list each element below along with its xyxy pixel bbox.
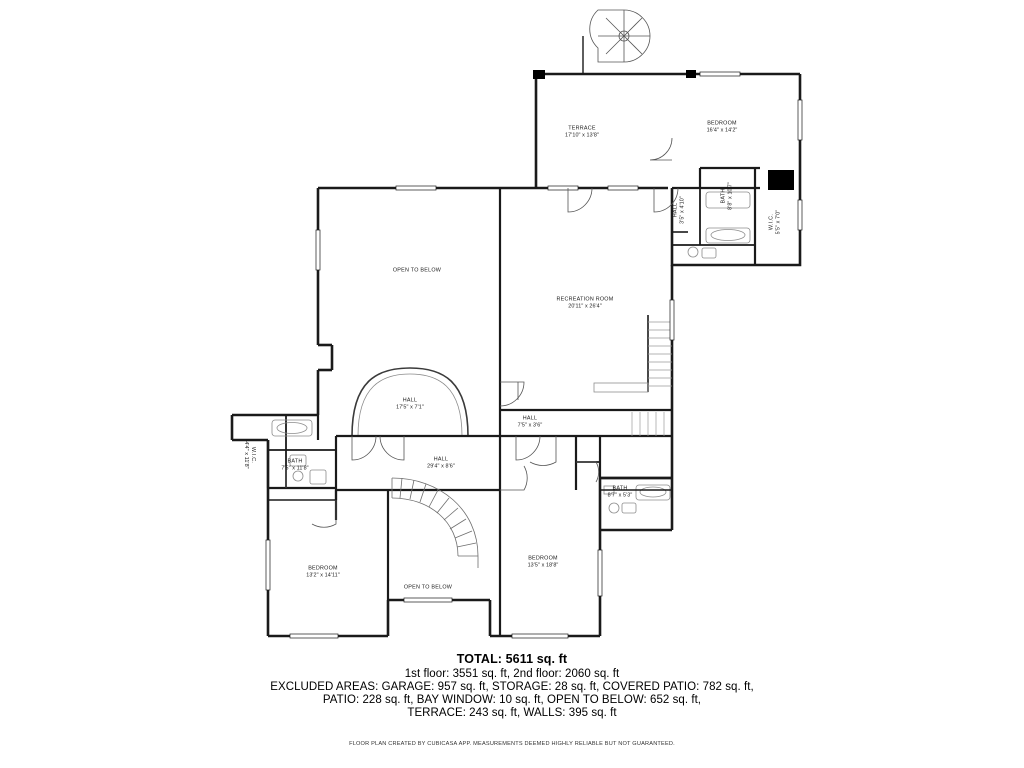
bathroom-fixtures-se: [604, 485, 670, 513]
room-dimensions: 20'11" x 26'4": [568, 303, 602, 309]
room-name: OPEN TO BELOW: [392, 267, 442, 274]
curved-staircase: [392, 478, 478, 568]
room-dimensions: 13'5" x 18'8": [527, 562, 559, 568]
room-name: HALL: [522, 415, 538, 422]
spiral-staircase-icon: [590, 10, 650, 62]
excluded-areas-line-3: TERRACE: 243 sq. ft, WALLS: 395 sq. ft: [407, 707, 617, 719]
room-name: BEDROOM: [707, 120, 737, 127]
room-name: BATH: [612, 485, 628, 492]
stair-treads-recreation: [648, 322, 672, 386]
room-name: BATH: [287, 458, 303, 465]
room-name: TERRACE: [568, 125, 596, 132]
room-name: HALL: [672, 202, 679, 218]
room-name: W.I.C.: [768, 213, 775, 231]
room-dimensions: 16'4" x 14'2": [706, 127, 738, 133]
room-dimensions: 3'5" x 4'10": [679, 196, 685, 224]
room-dimensions: 29'4" x 8'6": [427, 463, 455, 469]
disclaimer-text: FLOOR PLAN CREATED BY CUBICASA APP. MEASUREMENTS DEEMED HIGHLY RELIABLE BUT NOT GUARANTEED.: [349, 741, 675, 747]
area-summary: [0, 652, 1024, 720]
room-name: HALL: [402, 397, 418, 404]
excluded-areas-line-1: EXCLUDED AREAS: GARAGE: 957 sq. ft, STORAGE: 28 sq. ft, COVERED PATIO: 782 sq. ft,: [270, 681, 754, 693]
room-name: HALL: [433, 456, 449, 463]
total-area: TOTAL: 5611 sq. ft: [456, 652, 568, 666]
room-dimensions: 7'5" x 11'8": [281, 465, 309, 471]
plan-walls: [232, 10, 802, 638]
room-dimensions: 17'5" x 7'1": [396, 404, 424, 410]
room-dimensions: 17'10" x 13'8": [565, 132, 599, 138]
excluded-areas-line-2: PATIO: 228 sq. ft, BAY WINDOW: 10 sq. ft, OPEN TO BELOW: 652 sq. ft,: [322, 694, 702, 706]
room-name: RECREATION ROOM: [556, 296, 614, 303]
room-name: BATH: [720, 188, 727, 204]
room-name: OPEN TO BELOW: [403, 584, 453, 591]
room-dimensions: 7'5" x 3'6": [517, 422, 543, 428]
floor-breakdown: 1st floor: 3551 sq. ft, 2nd floor: 2060 sq. ft: [404, 668, 620, 680]
stair-treads-hall: [632, 412, 664, 436]
room-name: BEDROOM: [308, 565, 338, 572]
bathroom-fixtures-ne: [688, 192, 750, 258]
room-dimensions: 8'8" x 10'7": [727, 182, 733, 210]
room-name: BEDROOM: [528, 555, 558, 562]
room-name: W.I.C.: [249, 446, 256, 464]
room-dimensions: 5'5" x 7'0": [775, 209, 781, 235]
room-dimensions: 4'4" x 11'8": [243, 441, 249, 469]
room-dimensions: 13'2" x 14'11": [306, 572, 340, 578]
room-dimensions: 8'7" x 5'3": [607, 492, 633, 498]
window-symbols: [266, 72, 802, 638]
door-swings: [286, 138, 678, 527]
